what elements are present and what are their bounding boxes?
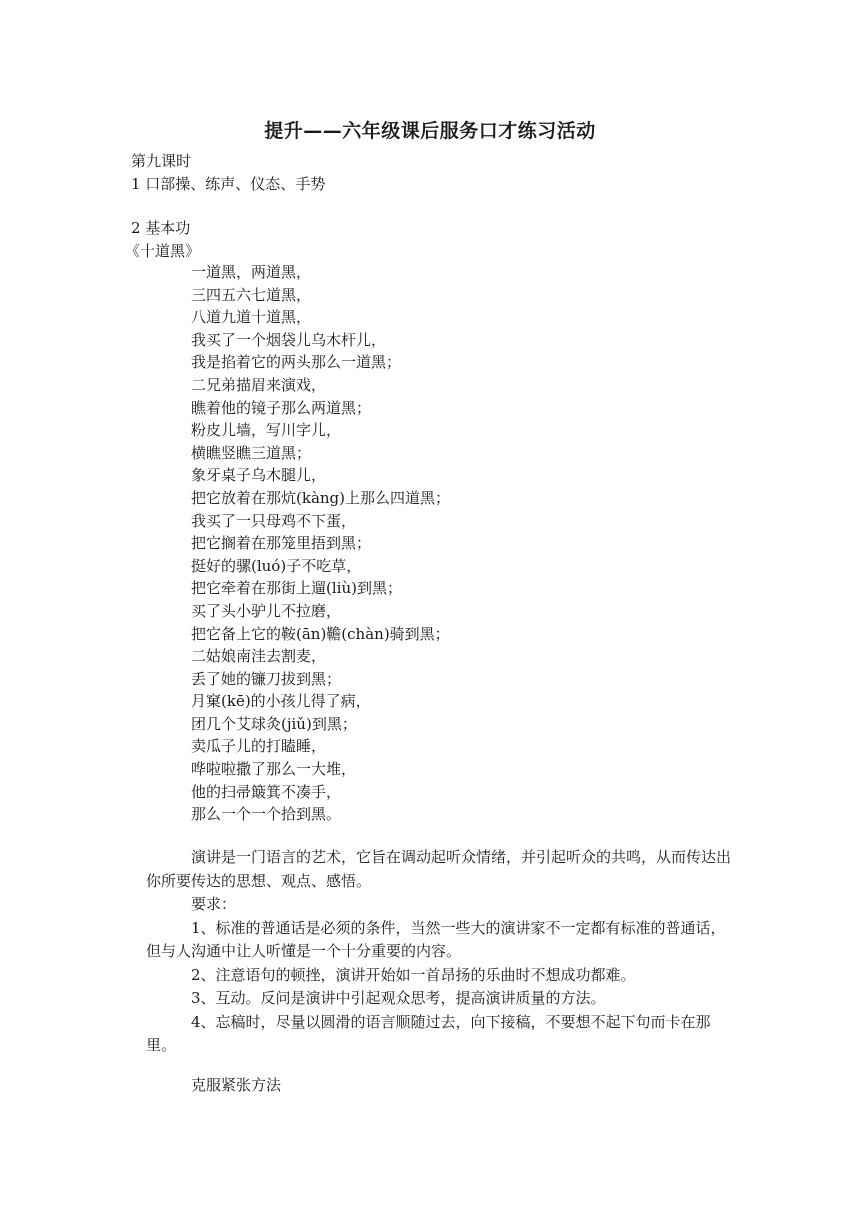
poem-line: 瞧着他的镜子那么两道黑； <box>191 398 372 417</box>
poem-line: 象牙桌子乌木腿儿， <box>191 466 327 485</box>
poem <box>191 261 450 826</box>
poem-line: 挺好的骡(luó)子不吃草， <box>191 556 362 575</box>
section-2-heading: 2 基本功 <box>131 219 191 237</box>
poem-line: 把它牵着在那街上遛(liù)到黑； <box>191 579 402 598</box>
speech-section <box>146 846 736 1058</box>
poem-line: 把它备上它的鞍(ān)韂(chàn)骑到黑； <box>191 624 450 643</box>
poem-line: 把它搁着在那笼里捂到黑； <box>191 534 372 553</box>
poem-line: 二姑娘南洼去割麦， <box>191 647 327 666</box>
requirement-3: 3、互动。反问是演讲中引起观众思考，提高演讲质量的方法。 <box>191 989 606 1007</box>
poem-line: 卖瓜子儿的打瞌睡， <box>191 737 327 756</box>
section-2 <box>125 217 731 262</box>
poem-line: 八道九道十道黑， <box>191 308 312 327</box>
poem-line: 哗啦啦撒了那么一大堆， <box>191 760 357 779</box>
poem-line: 三四五六七道黑， <box>191 285 312 304</box>
speech-intro-paragraph: 演讲是一门语言的艺术，它旨在调动起听众情绪，并引起听众的共鸣，从而传达出你所要传达的思想、观点、感悟。 <box>146 848 732 890</box>
poem-line: 买了头小驴儿不拉磨， <box>191 601 342 620</box>
poem-line: 我买了一只母鸡不下蛋， <box>191 511 357 530</box>
poem-line: 团几个艾球灸(jiǔ)到黑； <box>191 714 357 733</box>
poem-line: 那么一个一个拾到黑。 <box>191 805 342 824</box>
requirements-label: 要求： <box>191 895 237 913</box>
poem-line: 把它放着在那炕(kàng)上那么四道黑； <box>191 488 451 507</box>
poem-line: 横瞧竖瞧三道黑； <box>191 443 312 462</box>
poem-line: 丢了她的镰刀拔到黑； <box>191 669 342 688</box>
overcome-section <box>146 1074 736 1098</box>
poem-title: 《十道黑》 <box>125 241 201 260</box>
poem-line: 一道黑，两道黑， <box>191 263 312 281</box>
overcome-nervousness-heading: 克服紧张方法 <box>191 1076 282 1094</box>
requirement-4: 4、忘稿时，尽量以圆滑的语言顺随过去，向下接稿，不要想不起下句而卡在那里。 <box>146 1012 711 1054</box>
requirement-1: 1、标准的普通话是必须的条件，当然一些大的演讲家不一定都有标准的普通话，但与人沟通中让人听懂是一个十分重要的内容。 <box>146 918 726 960</box>
section-1-heading: 1 口部操、练声、仪态、手势 <box>131 174 326 193</box>
lesson-header <box>131 150 731 195</box>
poem-line: 我买了一个烟袋儿乌木杆儿， <box>191 330 387 349</box>
requirement-2: 2、注意语句的顿挫，演讲开始如一首昂扬的乐曲时不想成功都难。 <box>191 965 636 984</box>
document-title: 提升——六年级课后服务口才练习活动 <box>264 120 596 142</box>
poem-line: 我是掐着它的两头那么一道黑； <box>191 353 402 372</box>
poem-line: 二兄弟描眉来演戏， <box>191 375 327 394</box>
poem-line: 月窠(kē)的小孩儿得了病， <box>191 692 371 711</box>
poem-line: 粉皮儿墙，写川字儿， <box>191 421 342 440</box>
poem-line: 他的扫帚簸箕不凑手， <box>191 782 342 801</box>
lesson-label: 第九课时 <box>131 152 192 170</box>
